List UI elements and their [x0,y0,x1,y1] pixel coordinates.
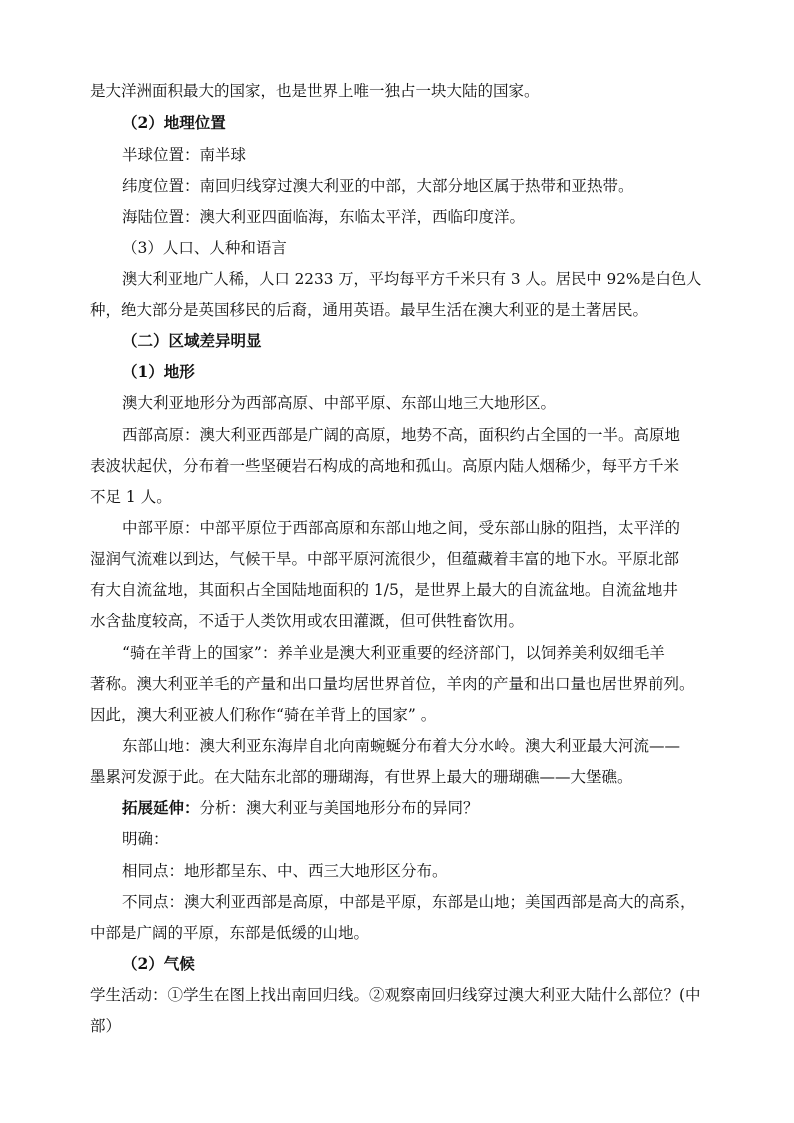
paragraph-line: 澳大利亚地形分为西部高原、中部平原、东部山地三大地形区。 [122,394,557,412]
paragraph-line: 不足 1 人。 [90,488,172,506]
paragraph-line: 明确： [122,830,169,848]
extension-label: 拓展延伸： [122,798,200,817]
paragraph-line: “骑在羊背上的国家”：养羊业是澳大利亚重要的经济部门，以饲养美利奴细毛羊 [122,644,665,662]
paragraph-line: 学生活动：①学生在图上找出南回归线。②观察南回归线穿过澳大利亚大陆什么部位？(中 [90,986,701,1004]
subsection-heading: （1）地形 [122,362,195,381]
paragraph-line: 墨累河发源于此。在大陆东北部的珊瑚海，有世界上最大的珊瑚礁——大堡礁。 [90,768,633,786]
extension-text: 分析：澳大利亚与美国地形分布的异同？ [199,799,479,817]
section-heading: （二）区域差异明显 [122,331,262,350]
paragraph-line: 著称。澳大利亚羊毛的产量和出口量均居世界首位，羊肉的产量和出口量也居世界前列。 [90,675,695,693]
paragraph-line: 中部是广阔的平原，东部是低缓的山地。 [90,924,370,942]
paragraph-line: 表波状起伏，分布着一些坚硬岩石构成的高地和孤山。高原内陆人烟稀少，每平方千米 [90,457,680,475]
subsection-heading: （3）人口、人种和语言 [122,239,287,257]
subsection-heading: （2）地理位置 [122,113,226,132]
paragraph-line: 湿润气流难以到达，气候干旱。中部平原河流很少，但蕴藏着丰富的地下水。平原北部 [90,550,680,568]
paragraph-line: 因此，澳大利亚被人们称作“骑在羊背上的国家” 。 [90,706,437,724]
paragraph-line: 海陆位置：澳大利亚四面临海，东临太平洋，西临印度洋。 [122,208,526,226]
paragraph-line: 纬度位置：南回归线穿过澳大利亚的中部，大部分地区属于热带和亚热带。 [122,177,634,195]
paragraph-line [90,269,704,289]
paragraph-line: 中部平原：中部平原位于西部高原和东部山地之间，受东部山脉的阻挡，太平洋的 [122,519,681,537]
paragraph-line: 是大洋洲面积最大的国家，也是世界上唯一独占一块大陆的国家。 [90,82,540,100]
paragraph-line: 东部山地：澳大利亚东海岸自北向南蜿蜒分布着大分水岭。澳大利亚最大河流—— [122,737,681,755]
paragraph-line: 种，绝大部分是英国移民的后裔，通用英语。最早生活在澳大利亚的是土著居民。 [90,301,649,319]
paragraph-line: 有大自流盆地，其面积占全国陆地面积的 1/5，是世界上最大的自流盆地。自流盆地井 [90,581,678,599]
paragraph-line: 半球位置：南半球 [122,146,247,164]
paragraph-line: 不同点：澳大利亚西部是高原，中部是平原，东部是山地；美国西部是高大的高系， [122,893,696,911]
paragraph-line: 水含盐度较高，不适于人类饮用或农田灌溉，但可供牲畜饮用。 [90,612,525,630]
paragraph-line: 西部高原：澳大利亚西部是广阔的高原，地势不高，面积约占全国的一半。高原地 [122,426,681,444]
paragraph-line: 相同点：地形都呈东、中、西三大地形区分布。 [122,862,448,880]
subsection-heading: （2）气候 [122,954,195,973]
extension-line [122,798,479,818]
line-text: 澳大利亚地广人稀，人口 2233 万，平均每平方千米只有 3 人。居民中 92%是白色人 [122,270,702,288]
paragraph-line: 部） [90,1017,122,1035]
